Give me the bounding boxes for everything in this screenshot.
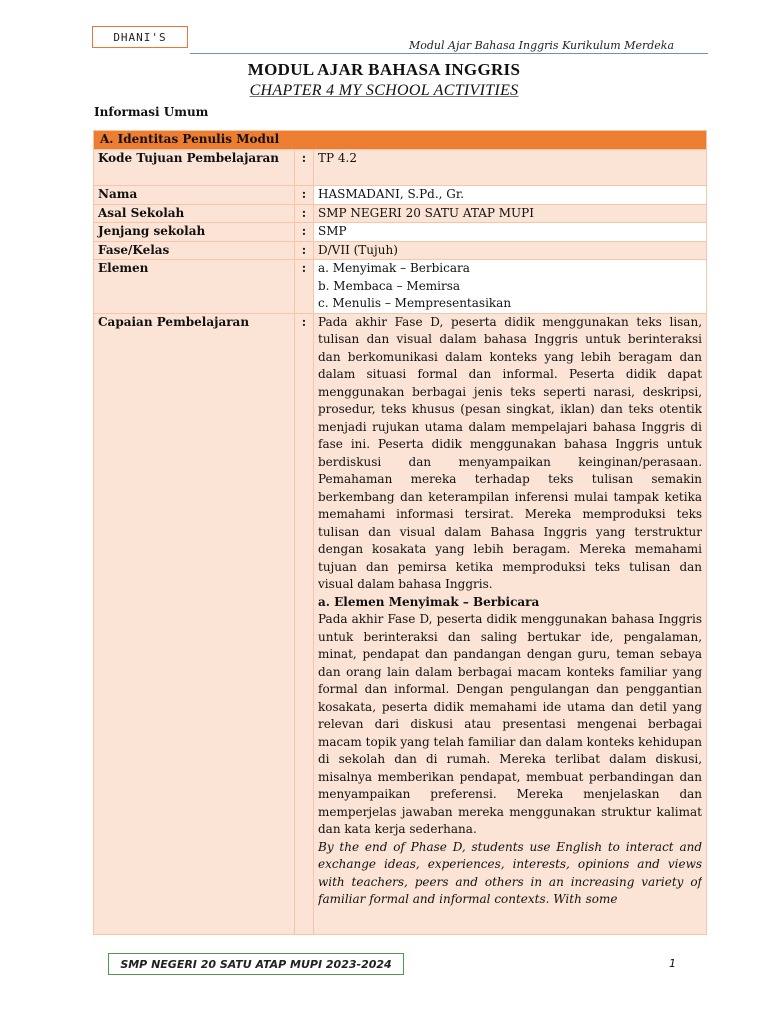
table-header: A. Identitas Penulis Modul	[94, 131, 707, 150]
row-separator: :	[295, 186, 314, 205]
row-value-capaian	[314, 313, 707, 934]
table-row	[94, 313, 707, 934]
row-label-asal-sekolah: Asal Sekolah	[94, 204, 295, 223]
capaian-english-text: By the end of Phase D, students use English to interact and exchange ideas, experiences, interests, opinions and views with teachers, peers and others in an increasing variety of familiar formal and informal contexts. With some	[318, 839, 703, 906]
row-separator: :	[295, 313, 314, 934]
brand-label: DHANI'S	[92, 26, 188, 48]
row-value-nama: HASMADANI, S.Pd., Gr.	[314, 186, 707, 205]
document-title: MODUL AJAR BAHASA INGGRIS	[247, 60, 521, 79]
elemen-item: c. Menulis – Mempresentasikan	[318, 296, 512, 310]
row-value-fase: D/VII (Tujuh)	[314, 241, 707, 260]
header-divider	[190, 53, 708, 54]
document-subtitle: CHAPTER 4 MY SCHOOL ACTIVITIES	[249, 82, 519, 99]
row-separator: :	[295, 260, 314, 314]
row-label-kode: Kode Tujuan Pembelajaran	[94, 150, 295, 186]
table-row	[94, 260, 707, 314]
row-separator: :	[295, 204, 314, 223]
row-separator: :	[295, 241, 314, 260]
running-header-title: Modul Ajar Bahasa Inggris Kurikulum Merdeka	[408, 39, 674, 52]
row-separator: :	[295, 223, 314, 242]
row-label-nama: Nama	[94, 186, 295, 205]
elemen-item: a. Menyimak – Berbicara	[318, 261, 470, 275]
identity-table	[93, 130, 707, 935]
row-separator: :	[295, 150, 314, 186]
row-label-jenjang: Jenjang sekolah	[94, 223, 295, 242]
section-label: Informasi Umum	[94, 105, 209, 119]
row-value-asal-sekolah: SMP NEGERI 20 SATU ATAP MUPI	[314, 204, 707, 223]
capaian-intro: Pada akhir Fase D, peserta didik menggunakan teks lisan, tulisan dan visual dalam bahasa Inggris untuk berinteraksi dan berkomunikasi dalam konteks yang lebih beragam dan dalam situasi formal dan informal. Peserta didik dapat menggunakan berbagai jenis teks seperti narasi, deskripsi, prosedur, teks khusus (pesan singkat, iklan) dan teks otentik menjadi rujukan utama dalam mempelajari bahasa Inggris di fase ini. Peserta didik menggunakan bahasa Inggris untuk berdiskusi dan menyampaikan keinginan/perasaan. Pemahaman mereka terhadap teks tulisan semakin berkembang dan keterampilan inferensi mulai tampak ketika memahami informasi tersirat. Mereka memproduksi teks tulisan dan visual dalam Bahasa Inggris yang terstruktur dengan kosakata yang lebih beragam. Mereka memahami tujuan dan pemirsa ketika memproduksi teks tulisan dan visual dalam bahasa Inggris.	[318, 314, 703, 591]
page-number: 1	[669, 957, 676, 970]
table-header-row	[94, 131, 707, 150]
row-label-capaian: Capaian Pembelajaran	[94, 313, 295, 934]
table-row	[94, 186, 707, 205]
row-value-elemen	[314, 260, 707, 314]
row-value-kode: TP 4.2	[314, 150, 707, 186]
table-row	[94, 223, 707, 242]
capaian-element-text: Pada akhir Fase D, peserta didik menggunakan bahasa Inggris untuk berinteraksi dan saling bertukar ide, pengalaman, minat, pendapat dan pandangan dengan guru, teman sebaya dan orang lain dalam berbagai macam konteks familiar yang formal dan informal. Dengan pengulangan dan penggantian kosakata, peserta didik memahami ide utama dan detil yang relevan dari diskusi atau presentasi mengenai berbagai macam topik yang telah familiar dan dalam konteks kehidupan di sekolah dan di rumah. Mereka terlibat dalam diskusi, misalnya memberikan pendapat, membuat perbandingan dan menyampaikan preferensi. Mereka menjelaskan dan memperjelas jawaban mereka menggunakan struktur kalimat dan kata kerja sederhana.	[318, 612, 703, 836]
table-row	[94, 204, 707, 223]
row-value-jenjang: SMP	[314, 223, 707, 242]
table-row	[94, 150, 707, 186]
table-row	[94, 241, 707, 260]
row-label-fase: Fase/Kelas	[94, 241, 295, 260]
capaian-subheading: a. Elemen Menyimak – Berbicara	[318, 594, 540, 609]
footer-school-year: SMP NEGERI 20 SATU ATAP MUPI 2023-2024	[108, 953, 404, 975]
row-label-elemen: Elemen	[94, 260, 295, 314]
elemen-item: b. Membaca – Memirsa	[318, 278, 461, 293]
